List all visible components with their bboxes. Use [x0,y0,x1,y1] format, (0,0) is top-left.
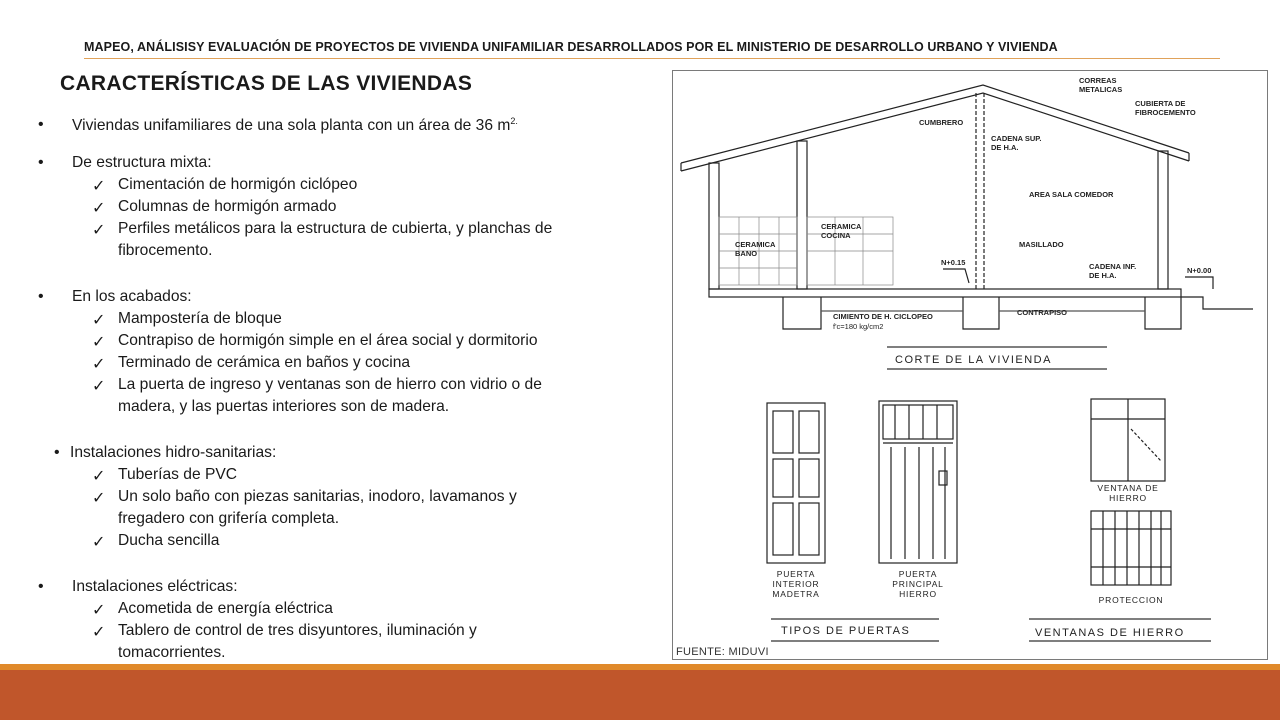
architectural-drawing [672,70,1268,660]
caption-puerta-pri-3: HIERRO [899,589,937,599]
acabados-item: Contrapiso de hormigón simple en el área social y dormitorio [118,332,538,349]
label-cocina: COCINA [821,231,851,240]
hidro-item-cont: fregadero con grifería completa. [118,510,340,527]
electricas-item: Tablero de control de tres disyuntores, iluminación y [118,622,477,639]
characteristics-list [0,0,660,670]
checkmark-icon: ✓ [92,468,106,485]
bullet-icon: • [38,116,44,133]
acabados-item-cont: madera, y las puertas interiores son de madera. [118,398,450,415]
caption-ventana-2: HIERRO [1109,493,1147,503]
caption-puerta-int-1: PUERTA [776,569,816,579]
caption-ventana-1: VENTANA DE [1097,483,1159,493]
checkmark-icon: ✓ [92,222,106,239]
label-cimiento: CIMIENTO DE H. CICLOPEO [833,312,933,321]
caption-proteccion: PROTECCION [1098,595,1164,605]
checkmark-icon: ✓ [92,378,106,395]
caption-puerta-int-2: INTERIOR [772,579,820,589]
checkmark-icon: ✓ [92,602,106,619]
hidro-item: Ducha sencilla [118,532,220,549]
estructura-item: Cimentación de hormigón ciclópeo [118,176,358,193]
label-cumbrero: CUMBRERO [919,118,964,127]
project-title: MAPEO, ANÁLISISY EVALUACIÓN DE PROYECTOS DE VIVIENDA UNIFAMILIAR DESARROLLADOS POR EL MINISTERIO DE DESARROLLO URBANO Y VIVIENDA [84,40,1058,54]
label-n000: N+0.00 [1187,266,1212,275]
level-marker [1185,277,1213,289]
label-ceramica-bano: CERAMICA [735,240,776,249]
checkmark-icon: ✓ [92,534,106,551]
electricas-label: Instalaciones eléctricas: [72,578,238,595]
exterior-wall-right [1158,151,1168,289]
acabados-label: En los acabados: [72,288,192,305]
caption-puerta-pri-1: PUERTA [898,569,938,579]
section-title: CARACTERÍSTICAS DE LAS VIVIENDAS [60,72,473,95]
checkmark-icon: ✓ [92,312,106,329]
caption-corte: CORTE DE LA VIVIENDA [895,354,1052,366]
estructura-item: Perfiles metálicos para la estructura de cubierta, y planchas de [118,220,553,237]
checkmark-icon: ✓ [92,490,106,507]
caption-puerta-pri-2: PRINCIPAL [892,579,944,589]
estructura-item: Columnas de hormigón armado [118,198,337,215]
acabados-item: La puerta de ingreso y ventanas son de hierro con vidrio o de [118,376,542,393]
intro-text: Viviendas unifamiliares de una sola planta con un área de 36 $m^{2.}$ [72,116,518,135]
label-contrapiso: CONTRAPISO [1017,308,1068,317]
checkmark-icon: ✓ [92,178,106,195]
foundation-1 [783,297,821,329]
label-fc: f'c=180 kg/cm2 [833,322,884,331]
level-marker [943,269,969,283]
checkmark-icon: ✓ [92,200,106,217]
acabados-item: Terminado de cerámica en baños y cocina [118,354,411,371]
acabados-item: Mampostería de bloque [118,310,282,327]
bullet-icon: • [38,154,44,171]
hidro-label: Instalaciones hidro-sanitarias: [70,444,277,461]
checkmark-icon: ✓ [92,356,106,373]
hidro-item: Un solo baño con piezas sanitarias, inodoro, lavamanos y [118,488,517,505]
label-bano: BANO [735,249,758,258]
bullet-icon: • [38,578,44,595]
label-area-sala: AREA SALA COMEDOR [1029,190,1114,199]
electricas-item-cont: tomacorrientes. [118,644,226,661]
roof-line-inner [681,93,1189,171]
exterior-ground [1181,297,1253,309]
source-label: FUENTE: MIDUVI [676,646,769,658]
label-cadena-sup: CADENA SUP. [991,134,1042,143]
label-de-ha-2: DE H.A. [1089,271,1117,280]
label-ceramica-cocina: CERAMICA [821,222,862,231]
checkmark-icon: ✓ [92,334,106,351]
bullet-icon: • [54,444,60,461]
hidro-item: Tuberías de PVC [118,466,238,483]
interior-door-drawing [767,403,825,563]
caption-puerta-int-3: MADETRA [772,589,820,599]
floor-slab [709,289,1181,297]
drawing-svg [673,71,1267,659]
footer-band [0,670,1280,720]
label-correas: CORREAS [1079,76,1117,85]
label-metalicas: METALICAS [1079,85,1123,94]
foundation-2 [963,297,999,329]
caption-ventanas-hierro: VENTANAS DE HIERRO [1035,627,1185,639]
exterior-wall-left [709,163,719,289]
label-cubierta: CUBIERTA DE [1135,99,1186,108]
label-masillado: MASILLADO [1019,240,1064,249]
caption-tipos-puertas: TIPOS DE PUERTAS [781,625,911,637]
label-n015: N+0.15 [941,258,966,267]
estructura-item-cont: fibrocemento. [118,242,213,259]
label-fibrocemento: FIBROCEMENTO [1135,108,1196,117]
interior-wall [797,141,807,289]
label-de-ha-1: DE H.A. [991,143,1019,152]
electricas-item: Acometida de energía eléctrica [118,600,333,617]
checkmark-icon: ✓ [92,624,106,641]
label-cadena-inf: CADENA INF. [1089,262,1137,271]
bullet-icon: • [38,288,44,305]
estructura-label: De estructura mixta: [72,154,212,171]
foundation-3 [1145,297,1181,329]
